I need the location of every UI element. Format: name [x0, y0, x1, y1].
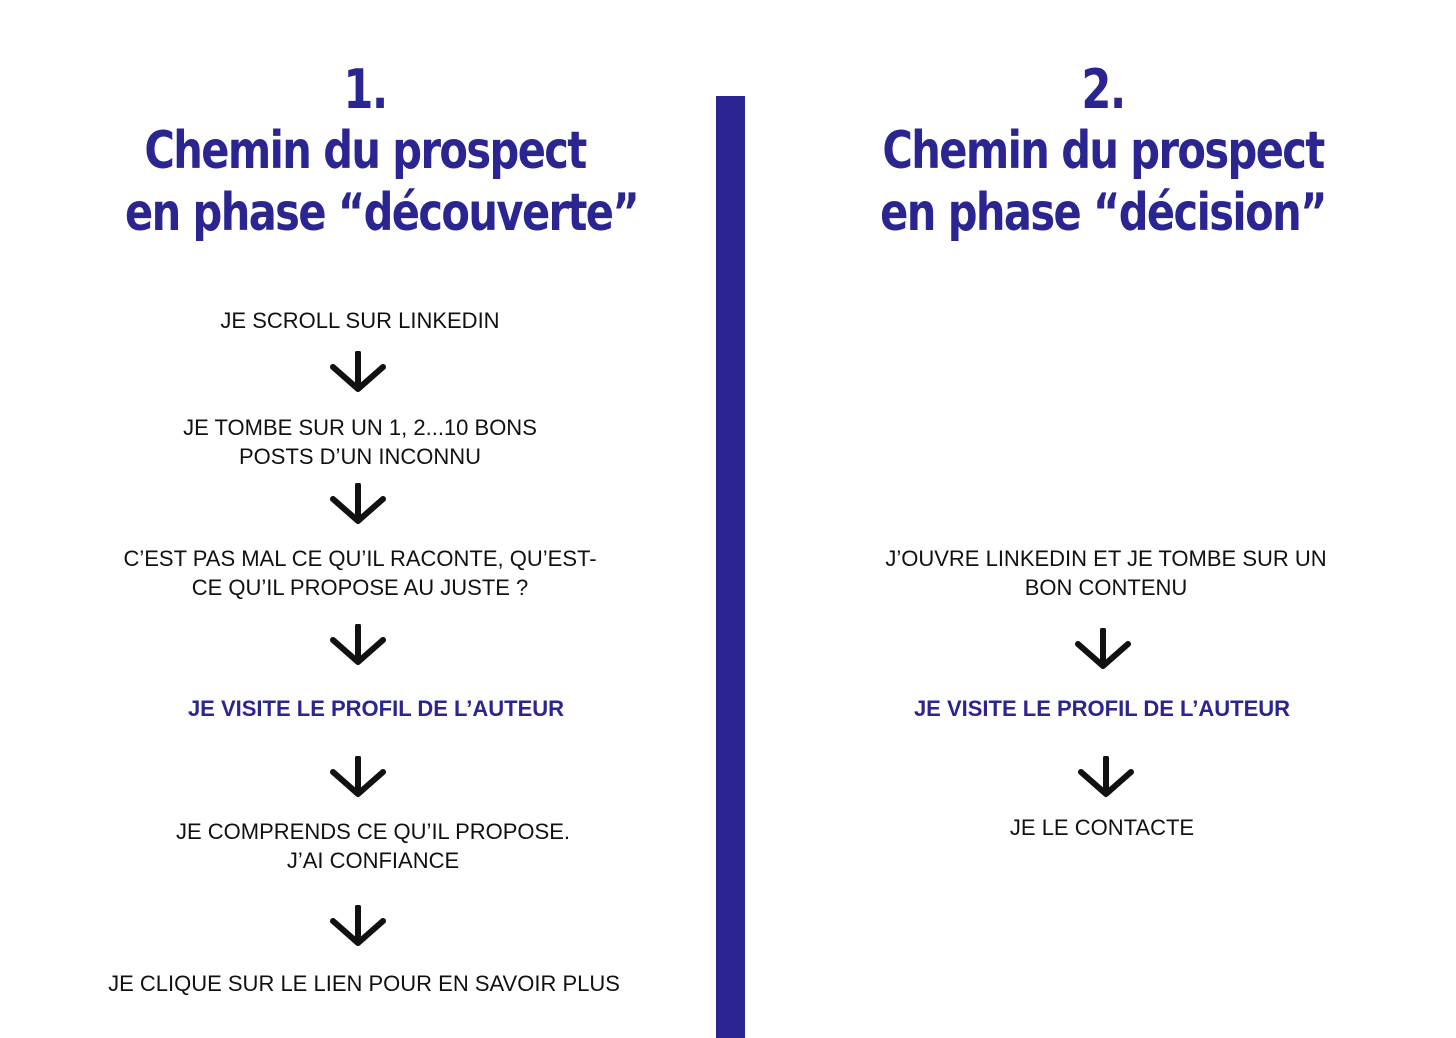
left-step-5-line-1: JE COMPRENDS CE QU’IL PROPOSE.	[175, 819, 571, 844]
right-step-1	[806, 544, 1406, 602]
down-arrow-icon	[325, 905, 391, 949]
down-arrow-icon	[325, 483, 391, 527]
left-heading-title-line2: en phase “découverte”	[125, 183, 639, 243]
right-step-2-line-1: JE VISITE LE PROFIL DE L’AUTEUR	[913, 696, 1291, 721]
right-step-3	[802, 813, 1402, 842]
right-step-1-line-2: BON CONTENU	[1024, 575, 1188, 600]
column-divider	[716, 96, 745, 1038]
right-heading	[859, 60, 1347, 244]
left-step-3-line-1: C’EST PAS MAL CE QU’IL RACONTE, QU’EST-	[123, 546, 597, 571]
down-arrow-icon	[1073, 756, 1139, 800]
left-step-4	[76, 694, 676, 723]
left-step-4-line-1: JE VISITE LE PROFIL DE L’AUTEUR	[187, 696, 565, 721]
down-arrow-icon	[325, 351, 391, 395]
right-heading-title-line2: en phase “décision”	[880, 183, 1326, 243]
left-step-1	[60, 306, 660, 335]
down-arrow-icon	[325, 756, 391, 800]
left-heading	[125, 58, 639, 244]
down-arrow-icon	[325, 624, 391, 668]
down-arrow-icon	[1070, 628, 1136, 672]
left-heading-title-line1: Chemin du prospect	[144, 121, 586, 181]
right-step-1-line-1: J’OUVRE LINKEDIN ET JE TOMBE SUR UN	[885, 546, 1327, 571]
left-step-3-line-2: CE QU’IL PROPOSE AU JUSTE ?	[191, 575, 529, 600]
left-step-1-line-1: JE SCROLL SUR LINKEDIN	[220, 308, 500, 333]
right-heading-title-line1: Chemin du prospect	[882, 121, 1324, 181]
left-step-3	[60, 544, 660, 602]
right-step-3-line-1: JE LE CONTACTE	[1009, 815, 1195, 840]
left-step-6-line-1: JE CLIQUE SUR LE LIEN POUR EN SAVOIR PLUS	[108, 971, 620, 996]
left-step-2-line-2: POSTS D’UN INCONNU	[238, 444, 481, 469]
left-step-5	[73, 817, 673, 875]
right-heading-number: 2.	[1081, 58, 1125, 121]
left-step-2-line-1: JE TOMBE SUR UN 1, 2...10 BONS	[183, 415, 537, 440]
left-step-6	[40, 969, 688, 998]
right-step-2	[802, 694, 1402, 723]
left-step-5-line-2: J’AI CONFIANCE	[286, 848, 460, 873]
left-heading-number: 1.	[343, 58, 387, 121]
left-step-2	[60, 413, 660, 471]
